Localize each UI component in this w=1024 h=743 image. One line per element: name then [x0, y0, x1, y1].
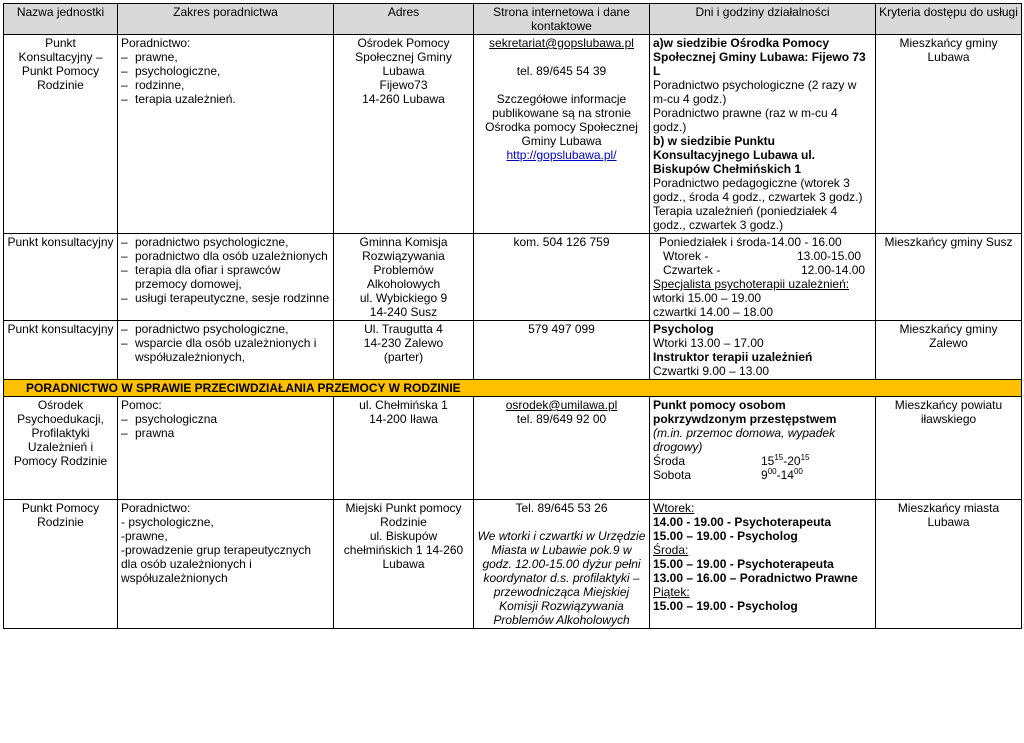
hours-entry: 14.00 - 19.00 - Psychoterapeuta	[653, 515, 832, 529]
hours-cell	[650, 321, 876, 380]
time-part: 15	[774, 453, 784, 462]
list-item: – terapia dla ofiar i sprawców przemocy domowej,	[121, 263, 330, 291]
list-item: – terapia uzależnień.	[121, 92, 330, 106]
scope-cell	[118, 321, 334, 380]
hours-entry	[653, 263, 872, 277]
scope-cell	[118, 500, 334, 629]
service-title: Punkt pomocy osobom pokrzywdzonym przestępstwem	[653, 398, 837, 426]
scope-list	[121, 322, 330, 364]
header-address: Adres	[334, 4, 474, 35]
scope-intro: Poradnictwo:	[121, 36, 191, 50]
unit-name: Punkt Konsultacyjny – Punkt Pomocy Rodzinie	[4, 35, 118, 234]
address-line: 14-230 Zalewo	[363, 336, 444, 350]
contact-cell	[474, 234, 650, 321]
day-label: Piątek:	[653, 585, 690, 599]
hours-cell	[650, 35, 876, 234]
scope-cell	[118, 234, 334, 321]
hours-entry	[653, 249, 872, 263]
contact-cell	[474, 500, 650, 629]
hours-entry: Wtorki 13.00 – 17.00	[653, 336, 764, 350]
time-range	[761, 454, 810, 468]
address-line: Rodzinie	[380, 515, 427, 529]
list-item: – prawne,	[121, 50, 330, 64]
list-item: – psychologiczne,	[121, 64, 330, 78]
phone: kom. 504 126 759	[513, 235, 610, 249]
address-line: 14-240 Susz	[369, 305, 438, 319]
time-range	[761, 468, 803, 482]
address-line: ul. Chełmińska 1	[359, 398, 448, 412]
hours-entry: 13.00 – 16.00 – Poradnictwo Prawne	[653, 571, 858, 585]
time-range: 14.00 - 16.00	[771, 235, 842, 249]
address-cell	[334, 397, 474, 500]
list-item: – wsparcie dla osób uzależnionych i współuzależnionych,	[121, 336, 330, 364]
address-line: Rozwiązywania	[362, 249, 445, 263]
hours-cell	[650, 500, 876, 629]
time-part: 15	[761, 454, 775, 468]
counseling-table	[3, 3, 1022, 629]
list-item: -prawne,	[121, 529, 168, 543]
list-item: – psychologiczna	[121, 412, 330, 426]
time-range: 12.00-14.00	[801, 263, 866, 277]
phone: tel. 89/645 54 39	[516, 64, 607, 78]
list-item: – rodzinne,	[121, 78, 330, 92]
hours-entry	[653, 235, 872, 249]
address-line: Problemów	[373, 263, 434, 277]
address-line: 14-260 Lubawa	[362, 92, 445, 106]
list-item: – usługi terapeutyczne, sesje rodzinne	[121, 291, 330, 305]
info-note: Szczegółowe informacje publikowane są na stronie Ośrodka pomocy Społecznej Gminy Lubawa	[485, 92, 638, 148]
hours-entry: czwartki 14.00 – 18.00	[653, 305, 774, 319]
criteria-cell: Mieszkańcy miasta Lubawa	[876, 500, 1022, 629]
header-hours: Dni i godziny działalności	[650, 4, 876, 35]
address-line: Gminna Komisja	[359, 235, 448, 249]
unit-name: Punkt konsultacyjny	[4, 234, 118, 321]
criteria-cell: Mieszkańcy gminy Zalewo	[876, 321, 1022, 380]
criteria-cell: Mieszkańcy gminy Susz	[876, 234, 1022, 321]
address-line: Fijewo73	[379, 78, 428, 92]
scope-intro: Poradnictwo:	[121, 501, 191, 515]
address-line: Społecznej Gminy	[355, 50, 452, 64]
address-line: Lubawa	[382, 64, 425, 78]
section-title: PORADNICTWO W SPRAWIE PRZECIWDZIAŁANIA PRZEMOCY W RODZINIE	[4, 380, 1022, 397]
hours-entry: wtorki 15.00 – 19.00	[653, 291, 762, 305]
scope-cell	[118, 35, 334, 234]
hours-entry: 15.00 – 19.00 - Psycholog	[653, 599, 798, 613]
address-line: 14-200 Iława	[369, 412, 438, 426]
table-row	[4, 321, 1022, 380]
hours-cell	[650, 397, 876, 500]
day-label: Środa:	[653, 543, 689, 557]
address-line: Alkoholowych	[366, 277, 441, 291]
hours-entry: Poradnictwo pedagogiczne (wtorek 3 godz., środa 4 godz., czwartek 3 godz.)	[653, 176, 863, 204]
address-line: Lubawa	[382, 557, 425, 571]
header-contact: Strona internetowa i dane kontaktowe	[474, 4, 650, 35]
time-part: -20	[783, 454, 801, 468]
email-link[interactable]: osrodek@umilawa.pl	[505, 398, 618, 412]
hours-entry: 15.00 – 19.00 - Psychoterapeuta	[653, 557, 834, 571]
hours-entry	[653, 468, 872, 482]
contact-cell	[474, 35, 650, 234]
time-part: 15	[800, 453, 810, 462]
address-cell	[334, 35, 474, 234]
hours-location-b: b) w siedzibie Punktu Konsultacyjnego Lubawa ul. Biskupów Chełmińskich 1	[653, 134, 816, 176]
day-label: Poniedziałek i środa-	[659, 235, 771, 249]
scope-cell	[118, 397, 334, 500]
scope-list	[121, 235, 330, 305]
unit-name: Ośrodek Psychoedukacji, Profilaktyki Uzależnień i Pomocy Rodzinie	[4, 397, 118, 500]
role-label: Instruktor terapii uzależnień	[653, 350, 813, 364]
time-part: -14	[776, 468, 794, 482]
unit-name: Punkt Pomocy Rodzinie	[4, 500, 118, 629]
list-item: – poradnictwo psychologiczne,	[121, 235, 330, 249]
specialist-heading: Specjalista psychoterapii uzależnień:	[653, 277, 850, 291]
hours-entry: 15.00 – 19.00 - Psycholog	[653, 529, 798, 543]
phone: Tel. 89/645 53 26	[515, 501, 608, 515]
time-part: 00	[793, 467, 803, 476]
section-header-row	[4, 380, 1022, 397]
address-cell	[334, 500, 474, 629]
hours-entry: Poradnictwo psychologiczne (2 razy w m-cu 4 godz.)	[653, 78, 857, 106]
phone: 579 497 099	[528, 322, 595, 336]
scope-intro: Pomoc:	[121, 398, 162, 412]
scope-list	[121, 515, 330, 585]
website-link[interactable]: http://gopslubawa.pl/	[506, 148, 617, 162]
hours-entry: Czwartki 9.00 – 13.00	[653, 364, 770, 378]
hours-location-a: a)w siedzibie Ośrodka Pomocy Społecznej Gminy Lubawa: Fijewo 73 L	[653, 36, 866, 78]
table-row	[4, 234, 1022, 321]
header-unit-name: Nazwa jednostki	[4, 4, 118, 35]
scope-list	[121, 412, 330, 440]
address-cell	[334, 234, 474, 321]
header-row	[4, 4, 1022, 35]
role-label: Psycholog	[653, 322, 714, 336]
service-note: (m.in. przemoc domowa, wypadek drogowy)	[653, 426, 836, 454]
time-range: 13.00-15.00	[797, 249, 862, 263]
address-line: Ośrodek Pomocy	[357, 36, 450, 50]
list-item: – poradnictwo dla osób uzależnionych	[121, 249, 330, 263]
hours-entry: Poradnictwo prawne (raz w m-cu 4 godz.)	[653, 106, 838, 134]
criteria-cell: Mieszkańcy powiatu iławskiego	[876, 397, 1022, 500]
address-line: ul. Biskupów	[369, 529, 438, 543]
address-line: (parter)	[383, 350, 424, 364]
list-item: – poradnictwo psychologiczne,	[121, 322, 330, 336]
table-row	[4, 397, 1022, 500]
time-part: 9	[761, 468, 768, 482]
email-link[interactable]: sekretariat@gopslubawa.pl	[489, 36, 634, 50]
header-criteria: Kryteria dostępu do usługi	[876, 4, 1022, 35]
hours-entry	[653, 454, 872, 468]
header-scope: Zakres poradnictwa	[118, 4, 334, 35]
list-item: - psychologiczne,	[121, 515, 214, 529]
day-label: Wtorek:	[653, 501, 695, 515]
list-item: – prawna	[121, 426, 330, 440]
phone: tel. 89/649 92 00	[516, 412, 607, 426]
hours-cell	[650, 234, 876, 321]
time-part: 00	[767, 467, 777, 476]
list-item: -prowadzenie grup terapeutycznych dla osób uzależnionych i współuzależnionych	[121, 543, 312, 585]
table-row	[4, 35, 1022, 234]
day-label: Sobota	[653, 468, 692, 482]
day-label: Czwartek -	[663, 263, 721, 277]
address-line: chełmińskich 1 14-260	[343, 543, 464, 557]
day-label: Środa	[653, 454, 686, 468]
day-label: Wtorek -	[663, 249, 709, 263]
table-row	[4, 500, 1022, 629]
hours-entry: Terapia uzależnień (poniedziałek 4 godz., czwartek 3 godz.)	[653, 204, 838, 232]
criteria-cell: Mieszkańcy gminy Lubawa	[876, 35, 1022, 234]
address-line: Ul. Traugutta 4	[364, 322, 443, 336]
contact-cell	[474, 397, 650, 500]
contact-cell	[474, 321, 650, 380]
address-cell	[334, 321, 474, 380]
duty-note: We wtorki i czwartki w Urzędzie Miasta w Lubawie pok.9 w godz. 12.00-15.00 dyżur pełni koordynator d.s. profilaktyki – przewodnicząca Miejskiej Komisji Rozwiązywania Problemów Alkoholowych	[477, 529, 646, 627]
scope-list	[121, 50, 330, 106]
address-line: ul. Wybickiego 9	[359, 291, 448, 305]
unit-name: Punkt konsultacyjny	[4, 321, 118, 380]
address-line: Miejski Punkt pomocy	[345, 501, 462, 515]
